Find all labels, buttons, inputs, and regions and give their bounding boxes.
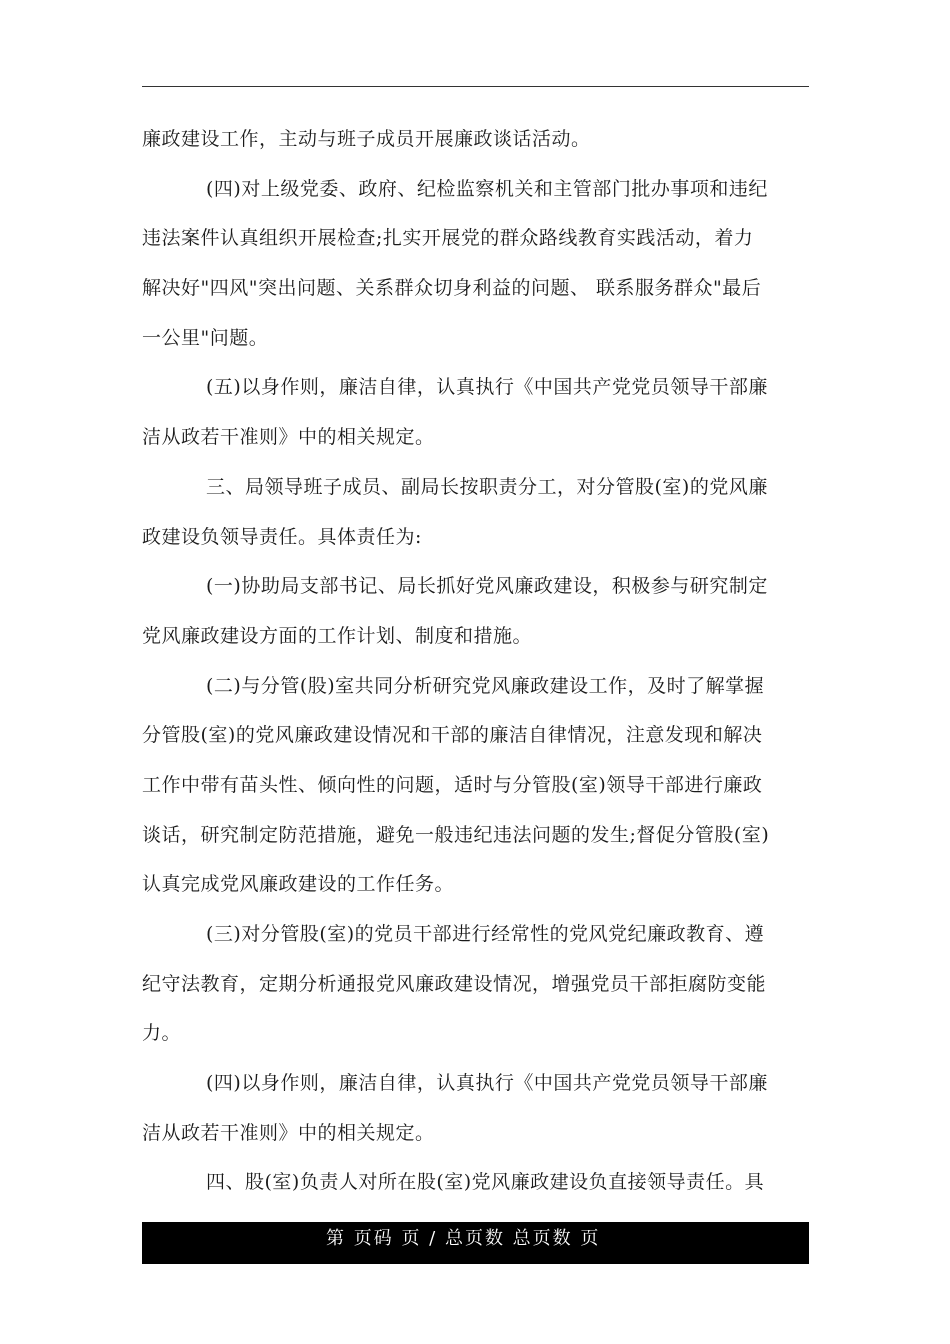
page-footer xyxy=(142,1222,809,1264)
header-rule xyxy=(142,86,809,87)
text-line: (四)以身作则，廉洁自律，认真执行《中国共产党党员领导干部廉 xyxy=(206,1072,768,1095)
text-line: 政建设负领导责任。具体责任为: xyxy=(142,525,422,548)
text-line: 违法案件认真组织开展检查;扎实开展党的群众路线教育实践活动，着力 xyxy=(142,227,754,250)
text-line: 三、局领导班子成员、副局长按职责分工，对分管股(室)的党风廉 xyxy=(206,475,768,498)
text-line: 解决好"四风"突出问题、关系群众切身利益的问题、 联系服务群众"最后 xyxy=(142,277,762,300)
text-line: 力。 xyxy=(142,1022,182,1045)
text-line: (五)以身作则，廉洁自律，认真执行《中国共产党党员领导干部廉 xyxy=(206,376,768,399)
text-line: 谈话，研究制定防范措施，避免一般违纪违法问题的发生;督促分管股(室) xyxy=(142,823,770,846)
text-line: 洁从政若干准则》中的相关规定。 xyxy=(142,426,435,449)
text-line: 四、股(室)负责人对所在股(室)党风廉政建设负直接领导责任。具 xyxy=(206,1171,765,1194)
text-line: 认真完成党风廉政建设的工作任务。 xyxy=(142,873,455,896)
text-line: (一)协助局支部书记、局长抓好党风廉政建设，积极参与研究制定 xyxy=(206,575,768,598)
text-line: 洁从政若干准则》中的相关规定。 xyxy=(142,1121,435,1144)
text-line: 党风廉政建设方面的工作计划、制度和措施。 xyxy=(142,624,533,647)
document-body xyxy=(142,115,809,1208)
text-line: 一公里"问题。 xyxy=(142,326,269,349)
text-line: 纪守法教育，定期分析通报党风廉政建设情况，增强党员干部拒腐防变能 xyxy=(142,972,767,995)
text-line: 分管股(室)的党风廉政建设情况和干部的廉洁自律情况，注意发现和解决 xyxy=(142,724,763,747)
text-line: (二)与分管(股)室共同分析研究党风廉政建设工作，及时了解掌握 xyxy=(206,674,765,697)
text-line: 廉政建设工作，主动与班子成员开展廉政谈话活动。 xyxy=(142,128,591,150)
page-number-text: 第 页码 页 / 总页数 总页数 页 xyxy=(326,1228,601,1249)
text-line: (四)对上级党委、政府、纪检监察机关和主管部门批办事项和违纪 xyxy=(206,177,768,200)
text-line: 工作中带有苗头性、倾向性的问题，适时与分管股(室)领导干部进行廉政 xyxy=(142,773,763,796)
text-line: (三)对分管股(室)的党员干部进行经常性的党风党纪廉政教育、遵 xyxy=(206,923,765,945)
